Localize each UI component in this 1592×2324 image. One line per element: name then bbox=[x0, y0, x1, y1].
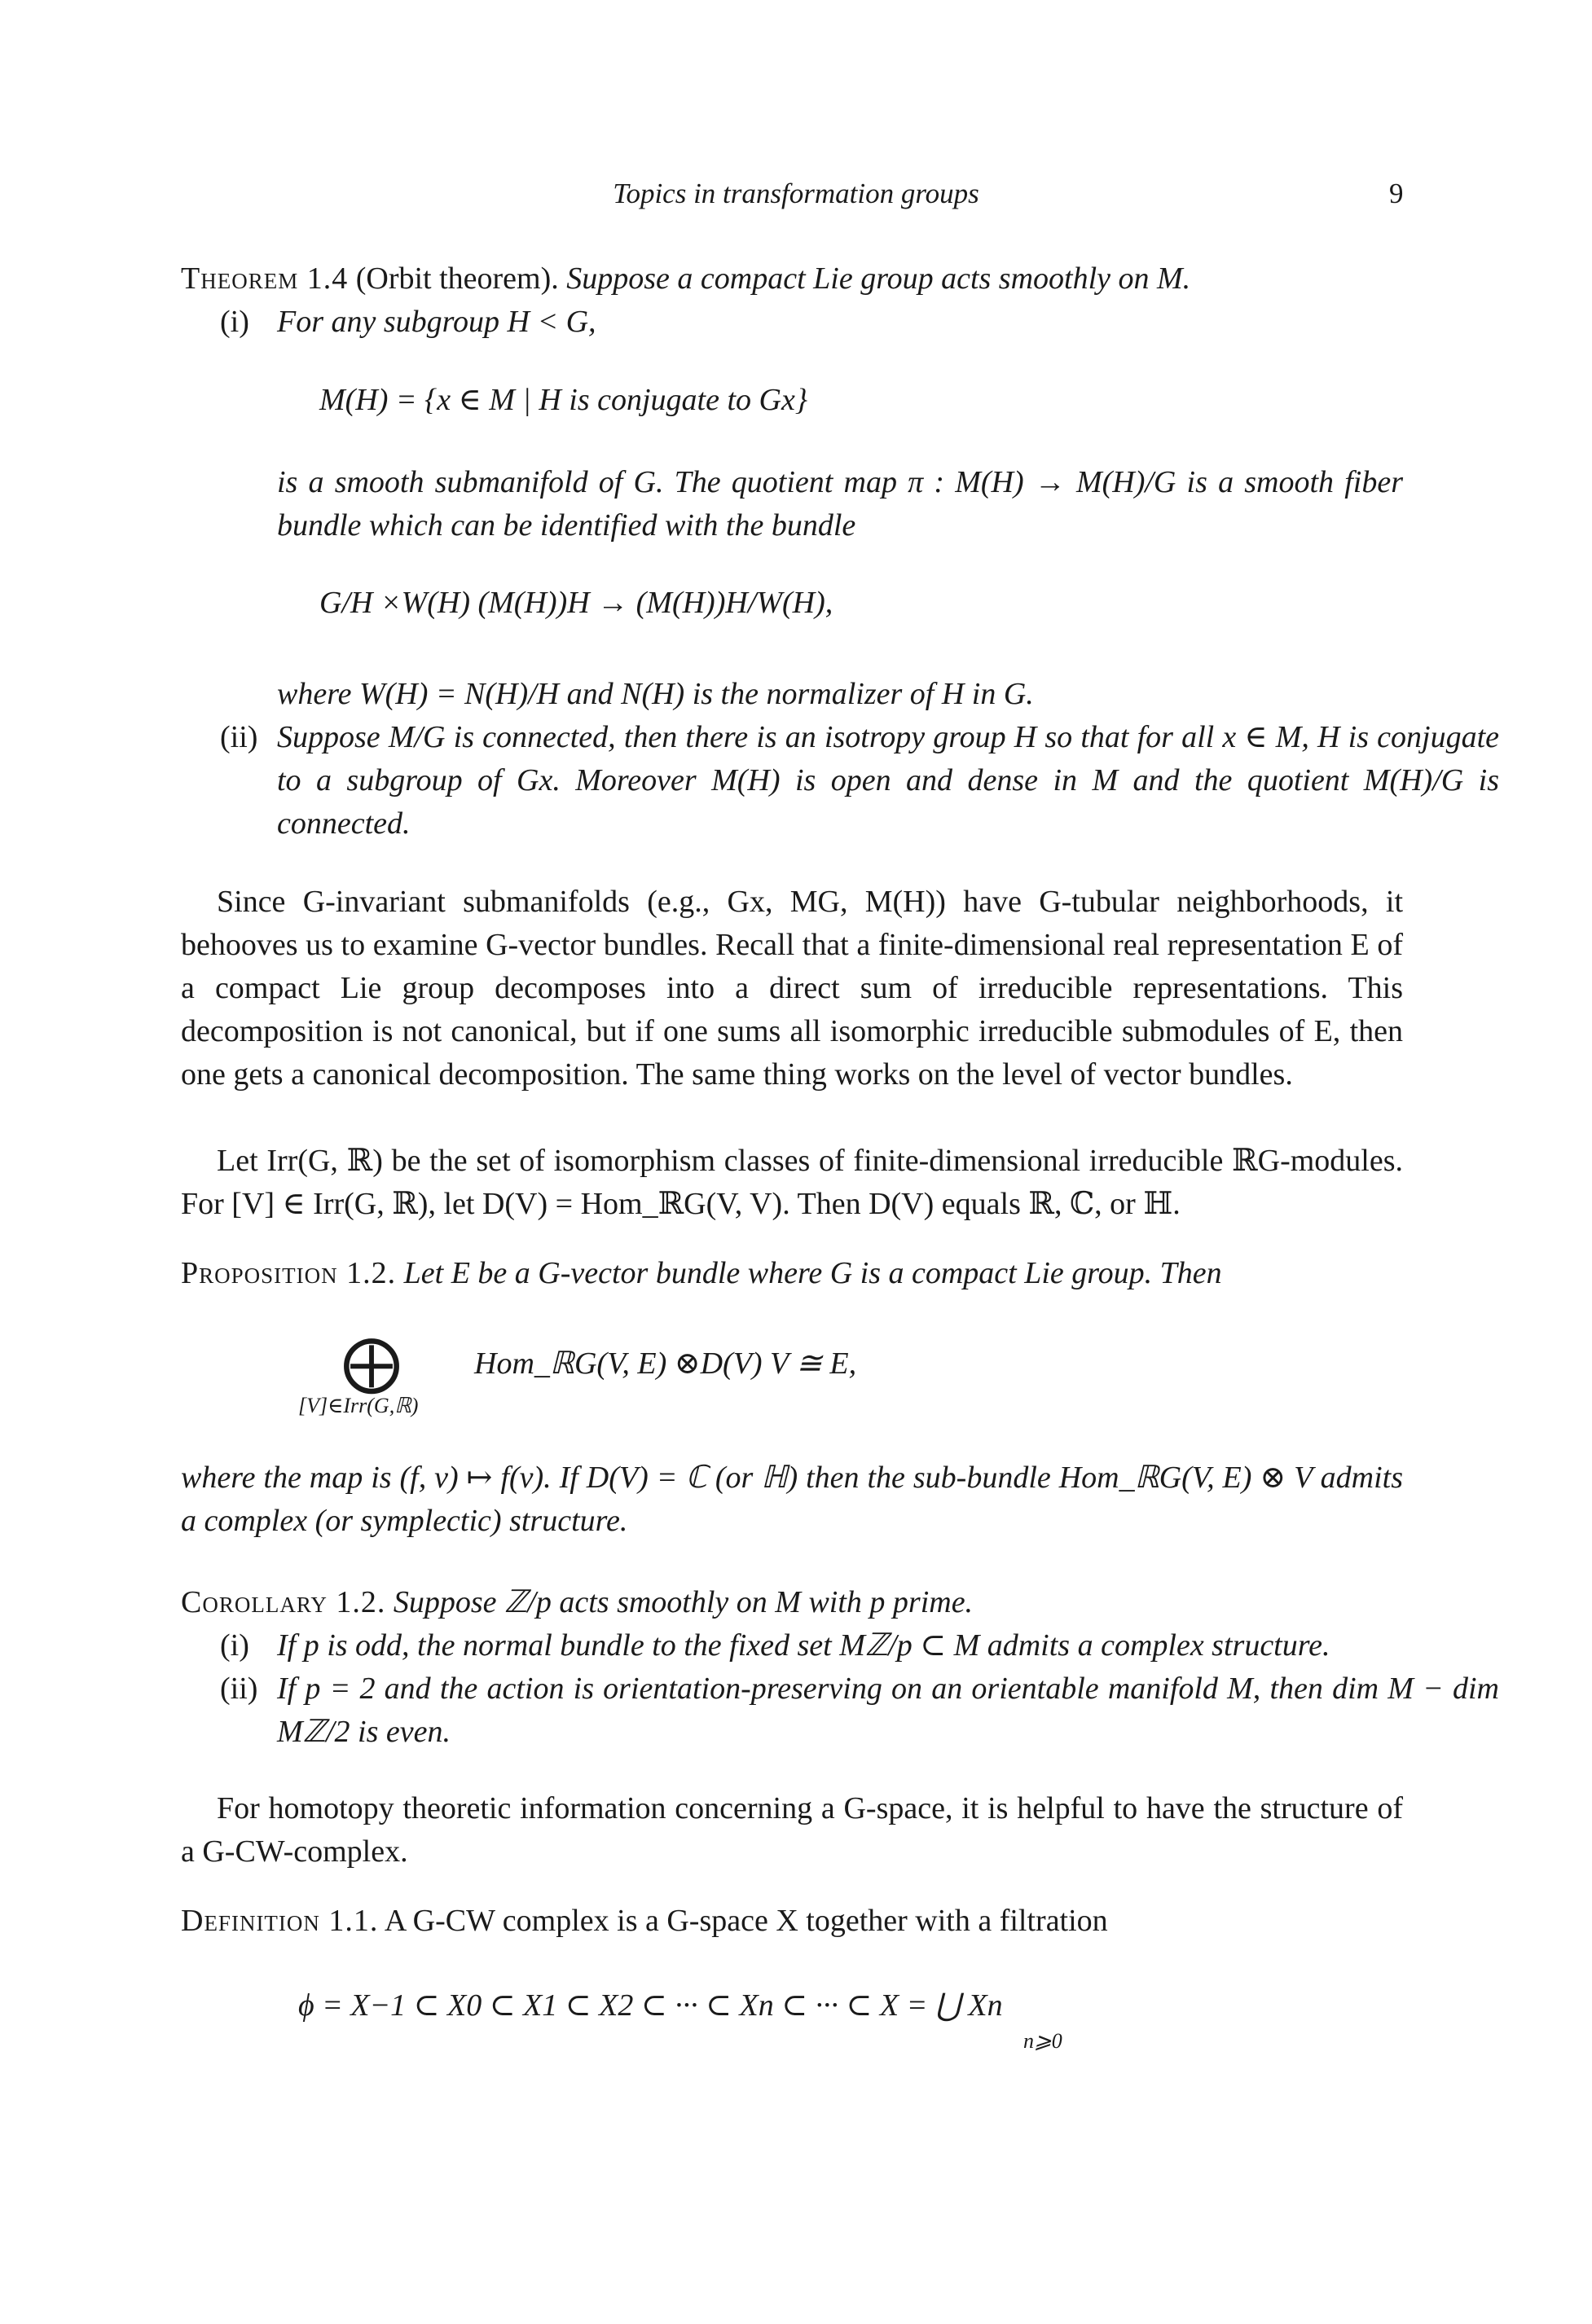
theorem-item-2-text: Suppose M/G is connected, then there is an isotropy group H so that for all x ∈ M, H is conjugate to a subgroup of Gx. Moreover M(H) is open and dense in M and the quotient M(H)/G is connected. bbox=[277, 720, 1499, 841]
theorem-item-1-text: For any subgroup H < G, bbox=[277, 305, 596, 339]
theorem-label: Theorem 1.4 bbox=[181, 261, 349, 296]
union-index: n⩾0 bbox=[1023, 2029, 1062, 2053]
theorem-item-1-label: (i) bbox=[220, 305, 249, 339]
corollary-label: Corollary 1.2. bbox=[181, 1585, 386, 1619]
running-head: Topics in transformation groups bbox=[613, 178, 979, 209]
direct-sum-index: [V]∈Irr(G,ℝ) bbox=[298, 1394, 419, 1417]
proposition-conclusion: where the map is (f, v) ↦ f(v). If D(V) = ℂ (or ℍ) then the sub-bundle Hom_ℝG(V, E) ⊗ V admits a complex (or symplectic) structure. bbox=[181, 1461, 1403, 1538]
paragraph-gcw-intro: For homotopy theoretic information concerning a G-space, it is helpful to have the structure of a G-CW-complex. bbox=[181, 1791, 1403, 1869]
paragraph-g-vector-bundles: Since G-invariant submanifolds (e.g., Gx, MG, M(H)) have G-tubular neighborhoods, it behooves us to examine G-vector bundles. Recall that a finite-dimensional real representation E of a compact Lie group decomposes into a direct sum of irreducible representations. This decomposition is not canonical, but if one sums all isomorphic irreducible submodules of E, then one gets a canonical decomposition. The same thing works on the level of vector bundles. bbox=[181, 885, 1403, 1092]
definition-label: Definition 1.1. bbox=[181, 1904, 379, 1938]
corollary-item-2-label: (ii) bbox=[220, 1672, 258, 1706]
proposition-label: Proposition 1.2. bbox=[181, 1256, 397, 1290]
definition-statement: A G-CW complex is a G-space X together with a filtration bbox=[384, 1904, 1108, 1938]
corollary-item-2 bbox=[181, 1667, 1499, 1754]
theorem-item-2 bbox=[181, 716, 1499, 846]
corollary-line bbox=[181, 1581, 1403, 1624]
theorem-heading-line bbox=[181, 257, 1403, 301]
theorem-item-1 bbox=[181, 301, 1499, 344]
theorem-item-1-where: where W(H) = N(H)/H and N(H) is the normalizer of H in G. bbox=[277, 677, 1034, 711]
decomposition-equation: Hom_ℝG(V, E) ⊗D(V) V ≅ E, bbox=[474, 1347, 857, 1381]
theorem-statement: Suppose a compact Lie group acts smoothly on M. bbox=[566, 261, 1191, 296]
corollary-item-1-label: (i) bbox=[220, 1628, 249, 1663]
theorem-item-2-label: (ii) bbox=[220, 720, 258, 754]
corollary-statement: Suppose ℤ/p acts smoothly on M with p prime. bbox=[393, 1585, 974, 1619]
proposition-line bbox=[181, 1252, 1403, 1295]
corollary-item-1 bbox=[181, 1624, 1499, 1667]
page-number: 9 bbox=[1389, 178, 1404, 209]
theorem-name: (Orbit theorem). bbox=[355, 261, 559, 296]
proposition-statement: Let E be a G-vector bundle where G is a compact Lie group. Then bbox=[403, 1256, 1222, 1290]
definition-line bbox=[181, 1900, 1403, 1943]
corollary-item-1-text: If p is odd, the normal bundle to the fixed set Mℤ/p ⊂ M admits a complex structure. bbox=[277, 1628, 1330, 1663]
corollary-item-2-text: If p = 2 and the action is orientation-preserving on an orientable manifold M, then dim M − dim Mℤ/2 is even. bbox=[277, 1672, 1499, 1749]
theorem-item-1-continuation: is a smooth submanifold of G. The quotient map π : M(H) → M(H)/G is a smooth fiber bundle which can be identified with the bundle bbox=[277, 465, 1403, 543]
bundle-equation: G/H ×W(H) (M(H))H → (M(H))H/W(H), bbox=[319, 586, 833, 620]
orbit-type-equation: M(H) = {x ∈ M | H is conjugate to Gx} bbox=[319, 383, 808, 417]
filtration-equation: ϕ = X−1 ⊂ X0 ⊂ X1 ⊂ X2 ⊂ ··· ⊂ Xn ⊂ ··· ⊂ X = ⋃ Xn bbox=[298, 1988, 1003, 2023]
paragraph-irreducible-modules: Let Irr(G, ℝ) be the set of isomorphism classes of finite-dimensional irreducible ℝG-modules. For [V] ∈ Irr(G, ℝ), let D(V) = Hom_ℝG(V, V). Then D(V) equals ℝ, ℂ, or ℍ. bbox=[181, 1144, 1403, 1221]
direct-sum-symbol: ⨁ bbox=[342, 1330, 401, 1395]
